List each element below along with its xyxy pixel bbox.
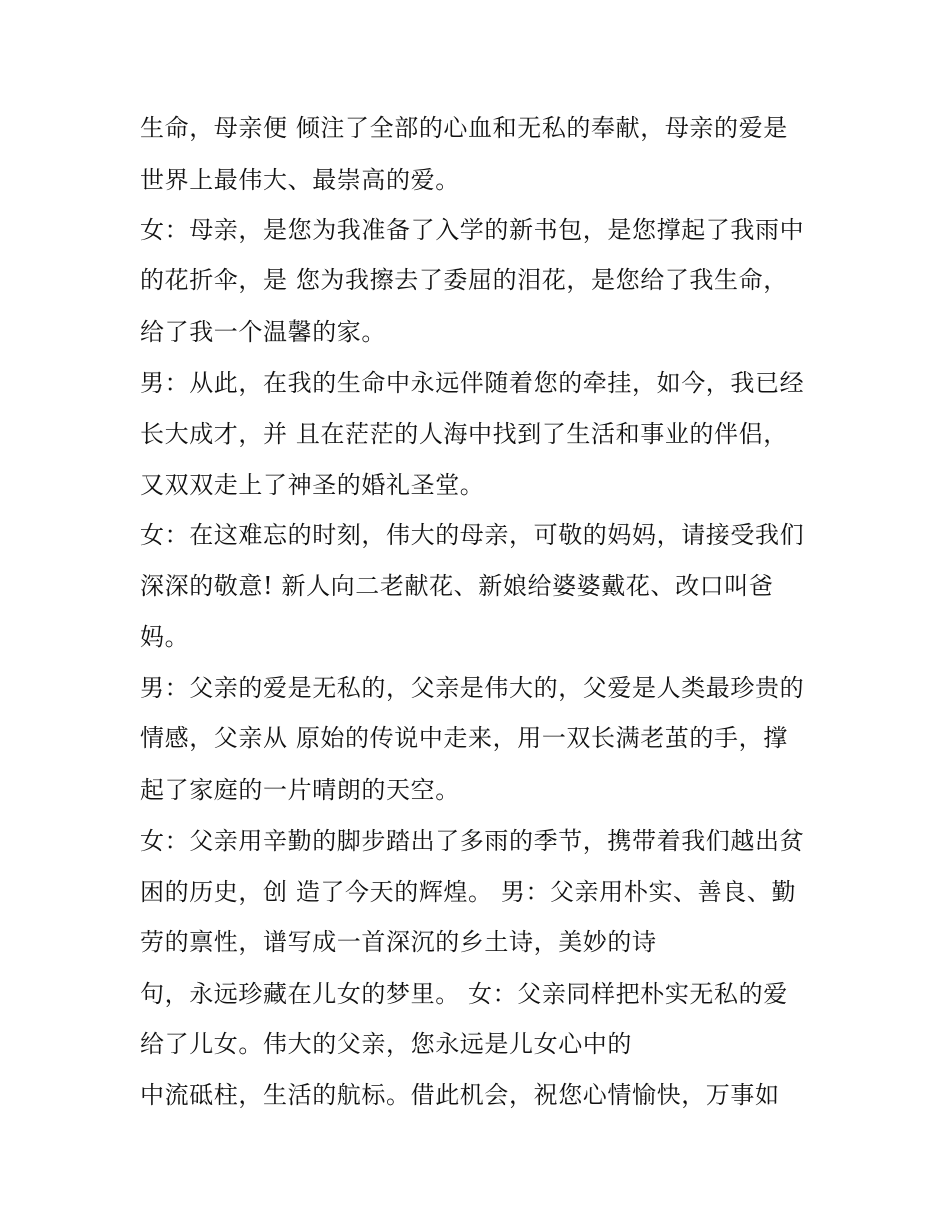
text-line: 男：从此，在我的生命中永远伴随着您的牵挂，如今，我已经 [140, 369, 805, 397]
text-line: 长大成才，并 且在茫茫的人海中找到了生活和事业的伴侣， [140, 420, 788, 448]
text-line: 劳的禀性，谱写成一首深沉的乡土诗，美妙的诗 [140, 928, 657, 956]
text-line: 起了家庭的一片晴朗的天空。 [140, 776, 460, 804]
text-line: 生命，母亲便 倾注了全部的心血和无私的奉献，母亲的爱是 [140, 114, 788, 142]
text-line: 的花折伞，是 您为我擦去了委屈的泪花，是您给了我生命， [140, 266, 788, 294]
text-line: 世界上最伟大、最崇高的爱。 [140, 166, 460, 194]
text-line: 中流砥柱，生活的航标。借此机会，祝您心情愉快，万事如 [140, 1081, 780, 1109]
text-line: 困的历史，创 造了今天的辉煌。 男：父亲用朴实、善良、勤 [140, 878, 797, 906]
text-line: 女：在这难忘的时刻，伟大的母亲，可敬的妈妈，请接受我们 [140, 521, 805, 549]
text-line: 妈。 [140, 623, 190, 651]
text-line: 深深的敬意! 新人向二老献花、新娘给婆婆戴花、改口叫爸 [140, 572, 774, 600]
text-line: 情感，父亲从 原始的传说中走来，用一双长满老茧的手，撑 [140, 724, 788, 752]
text-line: 给了我一个温馨的家。 [140, 318, 386, 346]
text-line: 又双双走上了神圣的婚礼圣堂。 [140, 471, 485, 499]
text-line: 句，永远珍藏在儿女的梦里。 女：父亲同样把朴实无私的爱 [140, 980, 788, 1008]
text-line: 女：父亲用辛勤的脚步踏出了多雨的季节，携带着我们越出贫 [140, 827, 805, 855]
text-line: 给了儿女。伟大的父亲，您永远是儿女心中的 [140, 1030, 632, 1058]
text-line: 女：母亲，是您为我准备了入学的新书包，是您撑起了我雨中 [140, 216, 805, 244]
text-line: 男：父亲的爱是无私的，父亲是伟大的，父爱是人类最珍贵的 [140, 674, 805, 702]
